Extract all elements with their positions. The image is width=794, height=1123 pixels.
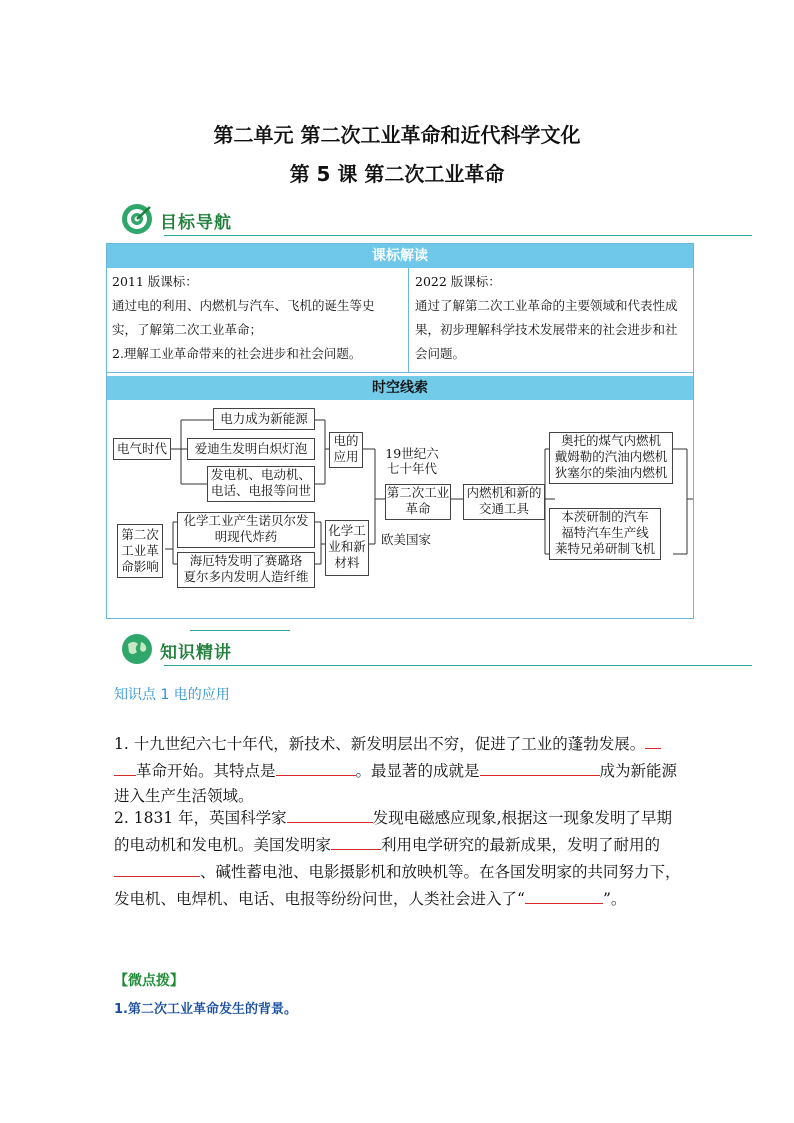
blank-6[interactable] [114,858,200,877]
p2-text-e: ”。 [602,890,627,908]
divider [164,235,752,236]
standards-2011-body: 通过电的利用、内燃机与汽车、飞机的诞生等史实，了解第二次工业革命； [112,298,375,337]
knowledge-label: 知识精讲 [160,643,232,663]
p2-text-d: 、碱性蓄电池、电影摄影机和放映机等。在各国发明家的共同努力下，发电机、电焊机、电话、电报等纷纷问世，人类社会进入了“ [114,863,681,908]
node-engines-transport: 内燃机和新的交通工具 [463,484,545,520]
p2-text-c: 利用电学研究的最新成果，发明了耐用的 [381,836,661,854]
standards-2011-heading: 2011 版课标： [112,274,198,289]
standards-band: 课标解读 [107,244,693,268]
standards-frame [106,243,694,619]
node-impact: 第二次工业革命影响 [117,524,163,578]
timeline-diagram [107,404,693,618]
node-vehicle-list [549,508,661,560]
p1-text-b: 革命开始。其特点是 [136,762,276,780]
blank-3[interactable] [480,757,600,776]
node-chem-industry: 化学工业和新材料 [325,520,369,576]
engine-item: 奥托的煤气内燃机 [560,433,661,448]
standards-2022 [415,270,687,366]
node-materials [177,552,315,588]
blank-7[interactable] [525,885,603,904]
divider [190,630,290,631]
node-edison-bulb: 爱迪生发明白炽灯泡 [187,438,315,460]
paragraph-1 [114,730,686,809]
blank-1b[interactable] [114,757,136,776]
knowledge-point-title: 知识点 1 电的应用 [114,687,230,703]
node-electric-age: 电气时代 [113,438,171,460]
node-regions: 欧美国家 [381,532,432,547]
standards-2011-item2: 2.理解工业革命带来的社会进步和社会问题。 [112,346,362,361]
vehicle-item: 本茨研制的汽车 [561,509,649,524]
p1-text-a: 1. 十九世纪六七十年代，新技术、新发明层出不穷，促进了工业的蓬勃发展。 [114,735,646,753]
standards-2011 [112,270,395,366]
blank-2[interactable] [276,757,356,776]
material-item: 夏尔多内发明人造纤维 [183,569,309,584]
node-power-source: 电力成为新能源 [213,408,315,430]
p1-text-c: 。最显著的成就是 [355,762,480,780]
paragraph-2 [114,804,686,912]
unit-title: 第二单元 第二次工业革命和近代科学文化 [213,123,581,147]
timeline-band: 时空线索 [107,376,693,400]
blank-1a[interactable] [645,730,661,749]
standards-2022-heading: 2022 版课标： [415,274,501,289]
p2-text-a: 2. 1831 年，英国科学家 [114,809,287,827]
lesson-title: 第 5 课 第二次工业革命 [289,162,505,186]
divider [164,665,752,666]
node-engine-list [549,432,673,484]
node-second-revolution: 第二次工业革命 [385,484,451,520]
globe-icon [120,632,154,666]
divider [107,372,693,373]
column-divider [408,268,409,372]
knowledge-header [120,630,752,670]
standards-2022-body: 通过了解第二次工业革命的主要领域和代表性成果，初步理解科学技术发展带来的社会进步和社会问题。 [415,298,678,361]
tips-item-1: 1.第二次工业革命发生的背景。 [114,1002,297,1017]
material-item: 海厄特发明了赛璐珞 [189,553,303,568]
target-icon [120,202,154,236]
goal-nav-header [120,200,752,240]
engine-item: 狄塞尔的柴油内燃机 [554,465,668,480]
node-inventions: 发电机、电动机、电话、电报等问世 [207,466,315,502]
vehicle-item: 福特汽车生产线 [561,525,649,540]
p1-text-d: 成为新能源进入生产生活领域。 [114,762,678,805]
goal-nav-label: 目标导航 [160,213,232,233]
node-nobel: 化学工业产生诺贝尔发明现代炸药 [177,512,315,548]
engine-item: 戴姆勒的汽油内燃机 [554,449,668,464]
p2-text-b: 发现电磁感应现象,根据这一现象发明了早期的电动机和发电机。美国发明家 [114,809,673,854]
vehicle-item: 莱特兄弟研制飞机 [554,541,655,556]
blank-4[interactable] [287,804,373,823]
node-electric-app: 电的应用 [329,432,363,468]
blank-5[interactable] [331,831,381,850]
node-era: 19世纪六七十年代 [385,446,439,476]
tips-title: 【微点拨】 [114,973,184,989]
